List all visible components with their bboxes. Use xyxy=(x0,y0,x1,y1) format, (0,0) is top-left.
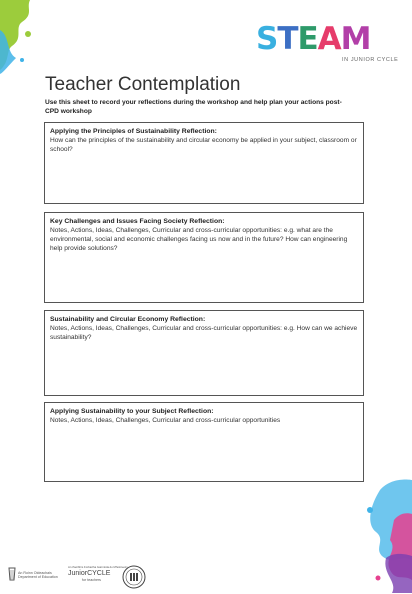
department-name-irish: An Roinn Oideachais xyxy=(18,571,52,575)
junior-cycle-logo xyxy=(68,565,127,583)
section-prompt: Notes, Actions, Ideas, Challenges, Curricular and cross-curricular opportunities xyxy=(50,417,281,424)
logo-wordmark xyxy=(256,22,371,56)
logo-letter: A xyxy=(317,21,341,57)
section-heading: Key Challenges and Issues Facing Society Reflection: xyxy=(50,218,225,225)
intro-text: Use this sheet to record your reflections during the workshop and help plan your actions post-CPD workshop xyxy=(45,99,342,115)
logo-letter: S xyxy=(256,21,278,57)
section-prompt: Notes, Actions, Ideas, Challenges, Curricular and cross-curricular opportunities: e.g. what are the environmental, social and economic challenges facing us now and in the future? How can engineering help provide solutions? xyxy=(50,227,348,252)
jc-name: JuniorCYCLE xyxy=(68,570,111,578)
section-heading: Sustainability and Circular Economy Reflection: xyxy=(50,316,206,323)
top-left-splash xyxy=(0,0,40,75)
section-heading: Applying the Principles of Sustainability Reflection: xyxy=(50,128,217,135)
jc-sub: for teachers xyxy=(82,578,101,583)
reflection-box-subject-application[interactable] xyxy=(44,402,364,482)
logo-letter: T xyxy=(277,21,298,57)
section-prompt: Notes, Actions, Ideas, Challenges, Curricular and cross-curricular opportunities: e.g. How can we achieve sustainability? xyxy=(50,325,358,341)
reflection-box-sustainability-principles[interactable] xyxy=(44,122,364,204)
reflection-box-key-challenges[interactable] xyxy=(44,212,364,303)
harp-icon xyxy=(8,567,16,581)
logo-letter: E xyxy=(297,21,318,57)
bottom-right-splash xyxy=(330,470,412,593)
department-name: Department of Education xyxy=(18,575,58,580)
logo-subtitle: IN JUNIOR CYCLE xyxy=(342,57,399,63)
seal-icon xyxy=(122,565,146,589)
jc-tagline: An tSeirbhís Forbartha Gairmiúla do Mhúinteoirí xyxy=(68,565,128,569)
reflection-box-circular-economy[interactable] xyxy=(44,310,364,396)
section-prompt: How can the principles of the sustainability and circular economy be applied in your subject, classroom or school? xyxy=(50,137,357,153)
section-heading: Applying Sustainability to your Subject Reflection: xyxy=(50,408,214,415)
page-title: Teacher Contemplation xyxy=(45,74,241,95)
partner-seal-logo xyxy=(122,565,146,594)
steam-logo xyxy=(256,22,406,68)
logo-letter: M xyxy=(340,21,371,57)
